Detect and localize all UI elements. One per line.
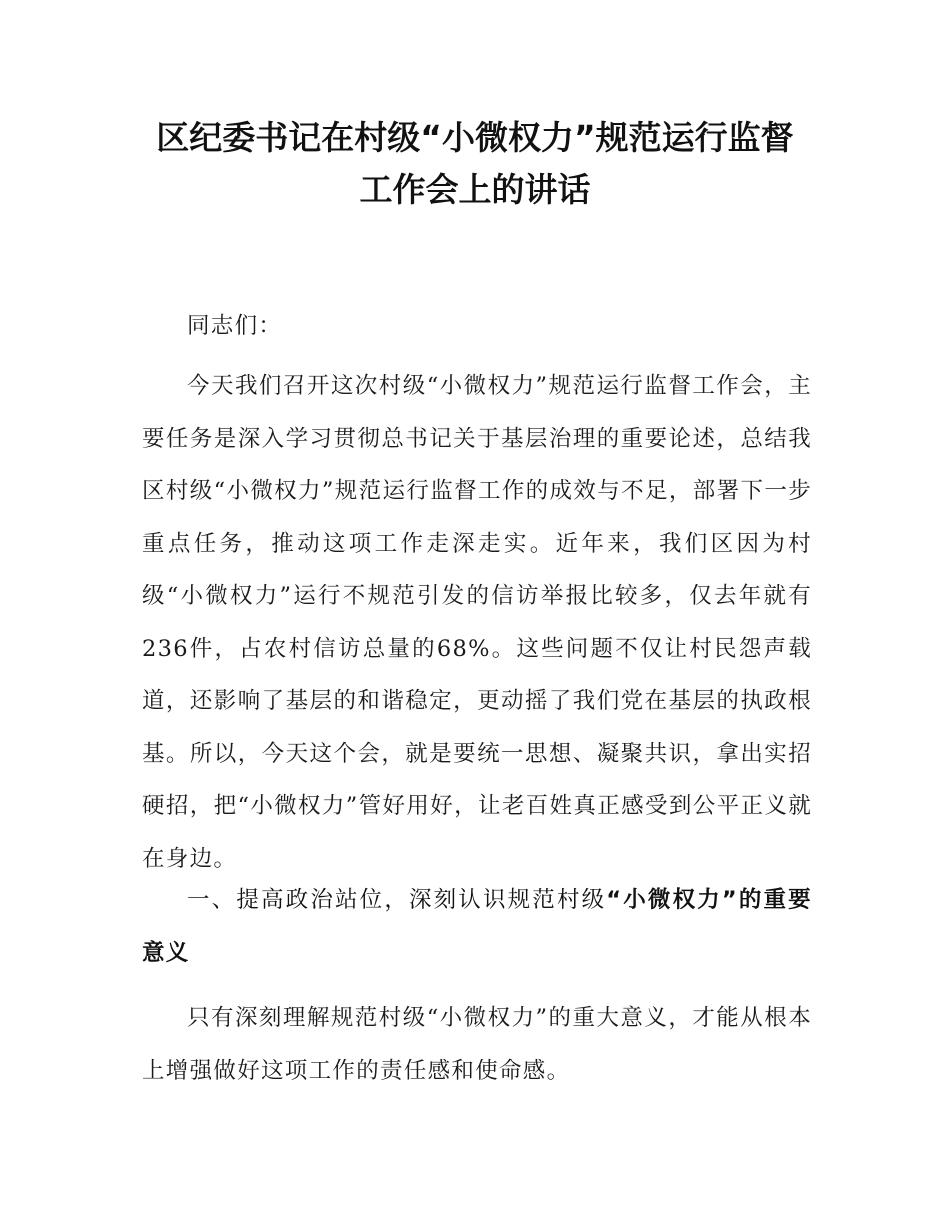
greeting: 同志们： <box>187 313 283 339</box>
section-heading-1-emphasis: “小微权力”的重要意义 <box>142 887 812 966</box>
intro-paragraph: 今天我们召开这次村级“小微权力”规范运行监督工作会，主要任务是深入学习贯彻总书记关于基层治理的重要论述，总结我区村级“小微权力”规范运行监督工作的成效与不足，部署下一步重点任务，推动这项工作走深走实。近年来，我们区因为村级“小微权力”运行不规范引发的信访举报比较多，仅去年就有236件，占农村信访总量的68%。这些问题不仅让村民怨声载道，还影响了基层的和谐稳定，更动摇了我们党在基层的执政根基。所以，今天这个会，就是要统一思想、凝聚共识，拿出实招硬招，把“小微权力”管好用好，让老百姓真正感受到公平正义就在身边。 <box>142 373 812 872</box>
section-1-paragraph: 只有深刻理解规范村级“小微权力”的重大意义，才能从根本上增强做好这项工作的责任感和使命感。 <box>142 1005 812 1084</box>
section-heading-1-lead: 一、提高政治站位，深刻认识规范村级 <box>187 887 607 913</box>
section-heading-1 <box>142 874 812 979</box>
document-title: 区纪委书记在村级“小微权力”规范运行监督工作会上的讲话 <box>156 118 794 209</box>
